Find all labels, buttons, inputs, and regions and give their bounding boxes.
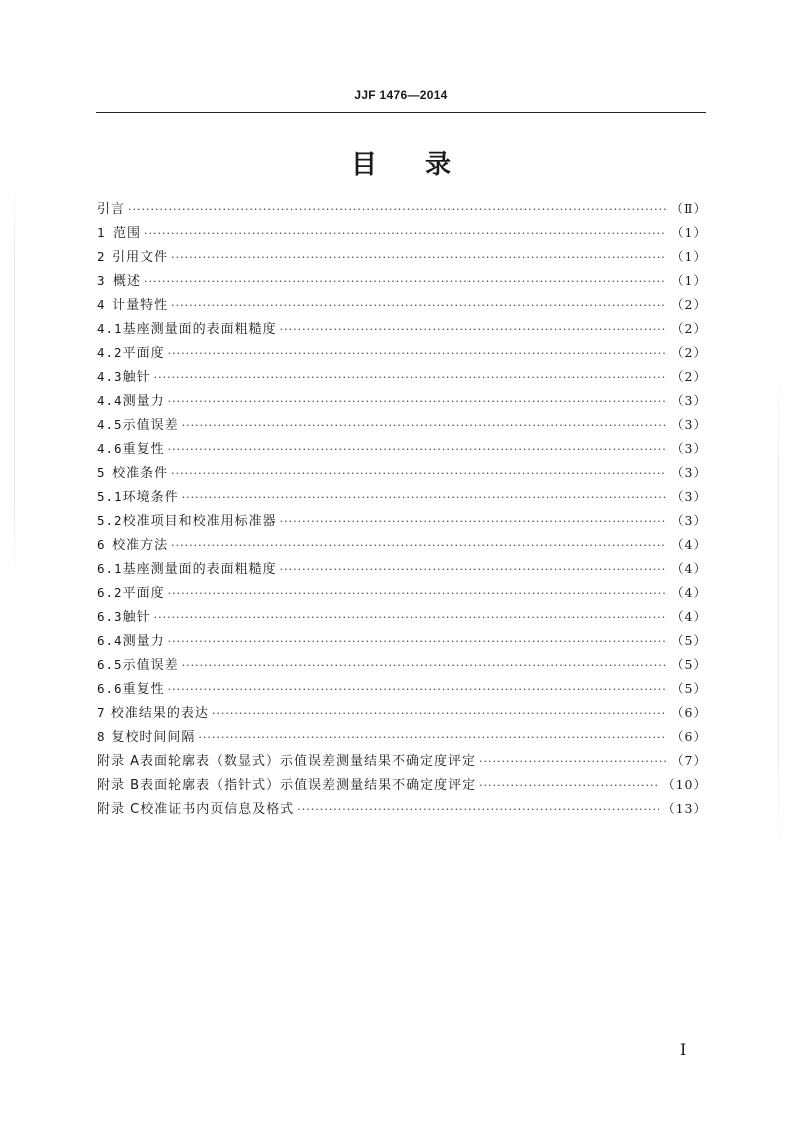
toc-entry[interactable] <box>97 798 707 822</box>
toc-entry-page: （3） <box>671 393 707 408</box>
toc-entry-number: 1 <box>97 225 106 240</box>
title-char-left: 目 <box>350 150 377 180</box>
toc-entry-number: 5.2 <box>97 513 123 528</box>
scan-edge-shadow <box>14 180 15 580</box>
toc-leader-dots <box>144 226 666 242</box>
toc-leader-dots <box>171 466 666 482</box>
toc-entry-number: 2 <box>97 249 106 264</box>
toc-entry-page: （1） <box>671 273 707 288</box>
table-of-contents <box>97 198 707 822</box>
toc-leader-dots <box>168 586 666 602</box>
toc-entry-title: 基座测量面的表面粗糙度 <box>122 562 277 577</box>
toc-leader-dots <box>182 658 666 674</box>
toc-leader-dots <box>479 778 659 794</box>
toc-entry-title: 引言 <box>97 202 126 217</box>
toc-entry-page: （6） <box>671 705 707 720</box>
toc-entry-title: 平面度 <box>122 346 165 361</box>
toc-entry-page: （4） <box>671 537 707 552</box>
toc-leader-dots <box>212 706 666 722</box>
toc-entry[interactable] <box>97 654 707 678</box>
toc-entry-number: 4.1 <box>97 321 123 336</box>
toc-entry-number: 5 <box>97 465 106 480</box>
toc-entry[interactable] <box>97 414 707 438</box>
toc-entry-page: （1） <box>671 249 707 264</box>
toc-entry-title: 示值误差 <box>122 658 179 673</box>
toc-leader-dots <box>280 514 666 530</box>
toc-entry-number: 6 <box>97 537 106 552</box>
toc-leader-dots <box>168 394 666 410</box>
running-header: JJF 1476—2014 <box>354 88 448 102</box>
toc-entry-title: 触针 <box>122 610 151 625</box>
toc-entry-number: 7 <box>97 705 106 720</box>
toc-entry-title: 触针 <box>122 370 151 385</box>
toc-entry[interactable] <box>97 774 707 798</box>
toc-entry-title: 测量力 <box>122 394 165 409</box>
toc-entry-number: 3 <box>97 273 106 288</box>
toc-entry-page: （3） <box>671 417 707 432</box>
toc-leader-dots <box>168 442 666 458</box>
toc-leader-dots <box>280 562 666 578</box>
toc-entry[interactable] <box>97 582 707 606</box>
toc-entry-page: （4） <box>671 585 707 600</box>
title-char-right: 录 <box>425 150 452 180</box>
toc-entry-number: 附录 A <box>97 754 141 769</box>
toc-entry[interactable] <box>97 606 707 630</box>
toc-entry-number: 4.6 <box>97 441 123 456</box>
toc-entry-page: （2） <box>671 345 707 360</box>
toc-entry-page: （3） <box>671 513 707 528</box>
toc-entry-page: （4） <box>671 609 707 624</box>
toc-leader-dots <box>171 538 666 554</box>
toc-entry-title: 复校时间间隔 <box>111 730 196 745</box>
toc-entry-title: 校准结果的表达 <box>110 706 209 721</box>
toc-entry-number: 5.1 <box>97 489 123 504</box>
toc-entry-page: （3） <box>671 489 707 504</box>
toc-entry[interactable] <box>97 270 707 294</box>
toc-entry[interactable] <box>97 246 707 270</box>
toc-leader-dots <box>171 298 666 314</box>
toc-entry-number: 4.2 <box>97 345 123 360</box>
toc-entry-page: （10） <box>662 777 707 792</box>
toc-entry[interactable] <box>97 750 707 774</box>
toc-entry[interactable] <box>97 486 707 510</box>
toc-leader-dots <box>128 202 666 218</box>
toc-entry-page: （7） <box>671 753 707 768</box>
page-number: I <box>680 1040 687 1059</box>
toc-entry-title: 校准条件 <box>112 466 169 481</box>
toc-entry-title: 概述 <box>112 274 141 289</box>
toc-entry[interactable] <box>97 510 707 534</box>
toc-entry-number: 附录 B <box>97 778 141 793</box>
toc-leader-dots <box>168 634 666 650</box>
toc-entry[interactable] <box>97 342 707 366</box>
toc-entry-page: （6） <box>671 729 707 744</box>
toc-entry-number: 6.2 <box>97 585 123 600</box>
toc-leader-dots <box>182 418 666 434</box>
toc-entry-title: 校准证书内页信息及格式 <box>140 802 295 817</box>
toc-entry-title: 平面度 <box>122 586 165 601</box>
toc-entry-title: 校准项目和校准用标准器 <box>122 514 277 529</box>
toc-entry-number: 附录 C <box>97 802 141 817</box>
toc-leader-dots <box>154 610 666 626</box>
toc-entry-title: 表面轮廓表（指针式）示值误差测量结果不确定度评定 <box>140 778 477 793</box>
toc-leader-dots <box>168 682 666 698</box>
toc-entry-page: （2） <box>671 369 707 384</box>
toc-leader-dots <box>144 274 666 290</box>
toc-entry-page: （5） <box>671 657 707 672</box>
toc-entry-title: 校准方法 <box>112 538 169 553</box>
toc-entry-number: 6.4 <box>97 633 123 648</box>
toc-entry[interactable] <box>97 678 707 702</box>
toc-entry-number: 4.5 <box>97 417 123 432</box>
toc-entry-title: 重复性 <box>122 442 165 457</box>
toc-entry-page: （3） <box>671 465 707 480</box>
toc-entry-page: （5） <box>671 681 707 696</box>
toc-entry[interactable] <box>97 462 707 486</box>
toc-entry-title: 基座测量面的表面粗糙度 <box>122 322 277 337</box>
toc-entry[interactable] <box>97 222 707 246</box>
toc-entry-title: 示值误差 <box>122 418 179 433</box>
toc-entry-number: 6.3 <box>97 609 123 624</box>
toc-entry-title: 范围 <box>112 226 141 241</box>
toc-entry[interactable] <box>97 702 707 726</box>
toc-entry[interactable] <box>97 294 707 318</box>
toc-entry-number: 4 <box>97 297 106 312</box>
toc-entry[interactable] <box>97 390 707 414</box>
toc-entry-title: 测量力 <box>122 634 165 649</box>
toc-entry-title: 重复性 <box>122 682 165 697</box>
toc-leader-dots <box>479 754 666 770</box>
toc-leader-dots <box>297 802 659 818</box>
toc-entry-number: 4.3 <box>97 369 123 384</box>
toc-entry-title: 表面轮廓表（数显式）示值误差测量结果不确定度评定 <box>140 754 477 769</box>
toc-entry[interactable] <box>97 534 707 558</box>
toc-entry-number: 6.6 <box>97 681 123 696</box>
header-rule <box>96 112 706 113</box>
toc-entry-number: 6.1 <box>97 561 123 576</box>
toc-leader-dots <box>171 250 666 266</box>
toc-leader-dots <box>198 730 666 746</box>
toc-entry-page: （4） <box>671 561 707 576</box>
toc-entry-page: （2） <box>671 297 707 312</box>
toc-entry-title: 计量特性 <box>112 298 169 313</box>
toc-entry-page: （1） <box>671 225 707 240</box>
toc-leader-dots <box>154 370 666 386</box>
toc-entry-page: （5） <box>671 633 707 648</box>
toc-entry[interactable] <box>97 318 707 342</box>
toc-entry-number: 8 <box>97 729 106 744</box>
toc-entry[interactable] <box>97 438 707 462</box>
toc-entry-page: （13） <box>662 801 707 816</box>
toc-leader-dots <box>182 490 666 506</box>
toc-entry-title: 引用文件 <box>112 250 169 265</box>
scan-edge-shadow-right <box>778 360 779 860</box>
toc-entry[interactable] <box>97 726 707 750</box>
page-title <box>96 144 706 181</box>
toc-entry-number: 4.4 <box>97 393 123 408</box>
toc-leader-dots <box>168 346 666 362</box>
toc-entry-page: （2） <box>671 321 707 336</box>
toc-entry[interactable] <box>97 558 707 582</box>
toc-entry-page: （3） <box>671 441 707 456</box>
toc-entry[interactable] <box>97 366 707 390</box>
toc-entry-page: （Ⅱ） <box>670 201 707 216</box>
toc-leader-dots <box>280 322 666 338</box>
toc-entry[interactable] <box>97 198 707 222</box>
toc-entry-title: 环境条件 <box>122 490 179 505</box>
toc-entry[interactable] <box>97 630 707 654</box>
toc-entry-number: 6.5 <box>97 657 123 672</box>
